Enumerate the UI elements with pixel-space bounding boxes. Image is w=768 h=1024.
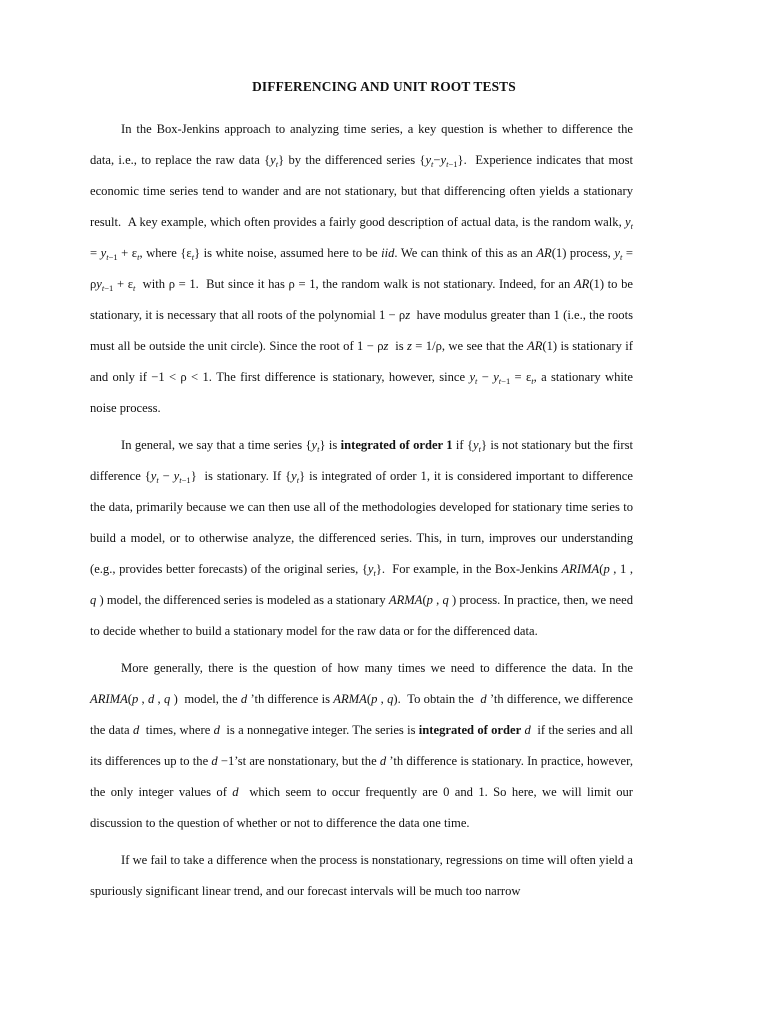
bold-term-integrated-order-1: integrated of order 1	[340, 438, 453, 452]
bold-term-integrated-order: integrated of order	[418, 723, 522, 737]
paragraph-order-of-integration: More generally, there is the question of how many times we need to difference the data. In the ARIMA(p , d , q ) model, the d ’th difference is ARMA(p , q). To obtain the d ’th difference, we difference the data d times, where d is a nonnegative integer. The series is integrated of order d if the series and all its differences up to the d −1’st are nonstationary, but the d ’th difference is stationary. In practice, however, the only integer values of d which seem to occur frequently are 0 and 1. So here, we will limit our discussion to the question of whether or not to difference the data one time.	[90, 661, 634, 830]
paragraph-box-jenkins-differencing: In the Box-Jenkins approach to analyzing time series, a key question is whether to difference the data, i.e., to replace the raw data $\{y_t\}$ by the differenced series $\{y_t-y_{t-1}\}$. Experience indicates that most economic time series tend to wander and are not stationary, but that differencing often yields a stationary result. A key example, which often provides a fairly good description of actual data, is the random walk, $y_t = y_{t-1} + \varepsilon_t$, where $\{\varepsilon_t\}$ is white noise, assumed here to be iid. We can think of this as an AR(1) process, $y_t = \rho y_{t-1} + \varepsilon_t$ with ρ = 1. But since it has ρ = 1, the random walk is not stationary. Indeed, for an AR(1) to be stationary, it is necessary that all roots of the polynomial 1 − ρz have modulus greater than 1 (i.e., the roots must all be outside the unit circle). Since the root of 1 − ρz is z = 1/ρ, we see that the AR(1) is stationary if and only if −1 < ρ < 1. The first difference is stationary, however, since $y_t - y_{t-1} = \varepsilon_t$, a stationary white noise process.	[90, 122, 633, 415]
document-body	[90, 114, 633, 907]
paragraph-integrated-order-one: In general, we say that a time series $\{y_t\}$ is integrated of order 1 if $\{y_t\}$ is not stationary but the first difference $\{y_t - y_{t-1}\}$ is stationary. If $\{y_t\}$ is integrated of order 1, it is considered important to difference the data, primarily because we can then use all of the methodologies developed for stationary time series to build a model, or to otherwise analyze, the differenced series. This, in turn, improves our understanding (e.g., provides better forecasts) of the original series, $\{y_t\}$. For example, in the Box-Jenkins ARIMA(p , 1 , q ) model, the differenced series is modeled as a stationary ARMA(p , q ) process. In practice, then, we need to decide whether to build a stationary model for the raw data or for the differenced data.	[90, 438, 634, 638]
document-title: DIFFERENCING AND UNIT ROOT TESTS	[252, 79, 516, 94]
paragraph-spurious-trend: If we fail to take a difference when the process is nonstationary, regressions on time will often yield a spuriously significant linear trend, and our forecast intervals will be much too narrow	[90, 853, 633, 898]
